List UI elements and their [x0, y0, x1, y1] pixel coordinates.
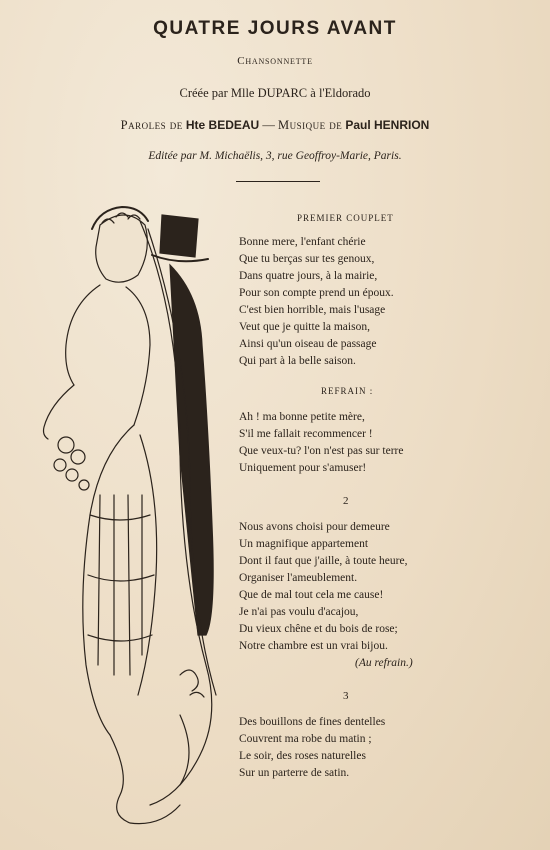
credits-line [0, 118, 550, 133]
verse1-line: Ainsi qu'un oiseau de passage [239, 338, 377, 350]
refrain-line: Que veux-tu? l'on n'est pas sur terre [239, 445, 404, 457]
refrain-line: S'il me fallait recommencer ! [239, 428, 373, 440]
verse2-line: Organiser l'ameublement. [239, 572, 358, 584]
verse1-line: Que tu berças sur tes genoux, [239, 253, 375, 265]
credits-words-prefix: Paroles de [120, 118, 183, 132]
refrain-line: Uniquement pour s'amuser! [239, 462, 367, 474]
verse3-number: 3 [343, 690, 349, 702]
creator-line: Créée par Mlle DUPARC à l'Eldorado [179, 86, 371, 100]
song-subtitle: Chansonnette [237, 55, 313, 67]
verse1-line: Veut que je quitte la maison, [239, 321, 370, 333]
verse2-line: Un magnifique appartement [239, 538, 369, 550]
song-title: QUATRE JOURS AVANT [153, 18, 397, 39]
verse1-line: Qui part à la belle saison. [239, 355, 356, 367]
verse2-line: Dont il faut que j'aille, à toute heure, [239, 555, 408, 567]
verse2-line: Nous avons choisi pour demeure [239, 521, 390, 533]
credits-lyricist: Hte BEDEAU [185, 118, 260, 132]
bride-groom-illustration [30, 195, 230, 830]
verse3-line: Le soir, des roses naturelles [239, 750, 366, 762]
verse1-line: Dans quatre jours, à la mairie, [239, 270, 378, 282]
verse2-line: Notre chambre est un vrai bijou. [239, 640, 388, 652]
credits-separator: — [262, 118, 275, 132]
credits-composer: Paul HENRION [345, 118, 430, 132]
verse3-line: Sur un parterre de satin. [239, 767, 350, 779]
refrain-heading: REFRAIN : [321, 386, 374, 396]
verse2-line: Je n'ai pas voulu d'acajou, [239, 606, 359, 618]
verse3-line: Des bouillons de fines dentelles [239, 716, 386, 728]
publisher-line: Editée par M. Michaëlis, 3, rue Geoffroy-Marie, Paris. [148, 150, 402, 162]
verse2-line: Que de mal tout cela me cause! [239, 589, 384, 601]
verse1-line: Bonne mere, l'enfant chérie [239, 236, 366, 248]
verse1-line: C'est bien horrible, mais l'usage [239, 304, 386, 316]
verse2-line: Du vieux chêne et du bois de rose; [239, 623, 398, 635]
verse2-number: 2 [343, 495, 349, 507]
refrain-line: Ah ! ma bonne petite mère, [239, 411, 365, 423]
title-rule [236, 181, 320, 182]
verse1-heading: PREMIER COUPLET [297, 213, 394, 223]
verse3-line: Couvrent ma robe du matin ; [239, 733, 372, 745]
credits-music-prefix: Musique de [277, 118, 343, 132]
verse2-refrain-mark: (Au refrain.) [355, 657, 413, 669]
verse1-line: Pour son compte prend un époux. [239, 287, 394, 299]
